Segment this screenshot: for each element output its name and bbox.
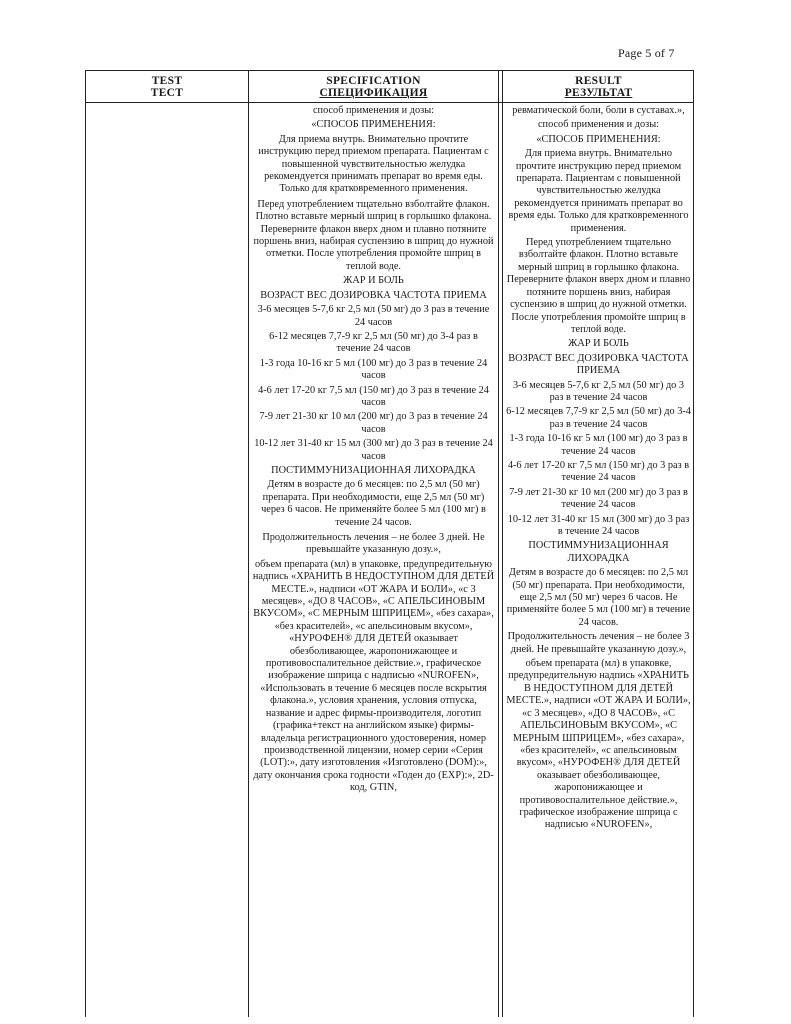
spec-paragraph: Продолжительность лечения – не более 3 дней. Не превышайте указанную дозу.»,: [262, 532, 485, 556]
spec-dosage-row: 4-6 лет 17-20 кг 7,5 мл (150 мг) до 3 раз в течение 24 часов: [258, 384, 489, 408]
result-paragraph: объем препарата (мл) в упаковке, предупредительную надпись «ХРАНИТЬ В НЕДОСТУПНОМ ДЛЯ ДЕТЕЙ МЕСТЕ.», надписи «ОТ ЖАРА И БОЛИ», «с 3 месяцев», «ДО 8 ЧАСОВ», «С АПЕЛЬСИНОВЫМ ВКУСОМ», «С МЕРНЫМ ШПРИЦЕМ», «без сахара», «без красителей», «с апельсиновым вкусом», «НУРОФЕН® ДЛЯ ДЕТЕЙ оказывает обезболивающее, жаропонижающее и противовоспалительное действие.», графическое изображение шприца с надписью «NUROFEN»,: [506, 658, 691, 831]
result-heading: ЖАР И БОЛЬ: [568, 338, 629, 350]
spec-paragraph: Детям в возрасте до 6 месяцев: по 2,5 мл (50 мг) препарата. При необходимости, еще 2,5 мл (50 мг) через 6 часов. Не применяйте более 5 мл (100 мг) в течение 24 часов.: [261, 479, 486, 528]
result-paragraph: способ применения и дозы:: [537, 119, 659, 131]
spec-dosage-row: 6-12 месяцев 7,7-9 кг 2,5 мл (50 мг) до 3-4 раз в течение 24 часов: [269, 330, 478, 355]
spec-dosage-row: 1-3 года 10-16 кг 5 мл (100 мг) до 3 раз в течение 24 часов: [259, 357, 488, 382]
result-dosage-header: ВОЗРАСТ ВЕС ДОЗИРОВКА ЧАСТОТА ПРИЕМА: [508, 352, 689, 377]
spec-paragraph: «СПОСОБ ПРИМЕНЕНИЯ:: [311, 119, 436, 131]
header-result-en: RESULT: [575, 75, 622, 87]
result-paragraph: Перед употреблением тщательно взболтайте флакон. Плотно вставьте мерный шприц в горлышко флакона. Переверните флакон вверх дном и плавно потяните поршень вниз, набирая суспензию в шприц до нужной отметки. После употребления промойте шприц в теплой воде.: [506, 237, 691, 335]
result-paragraph: Для приема внутрь. Внимательно прочтите инструкцию перед приемом препарата. Пациентам с повышенной чувствительностью желудка рекомендуется принимать препарат во время еды. Только для кратковременного применения.: [508, 148, 689, 234]
result-paragraph: Продолжительность лечения – не более 3 дней. Не превышайте указанную дозу.»,: [507, 631, 690, 655]
spec-paragraph: Перед употреблением тщательно взболтайте флакон. Плотно вставьте мерный шприц в горлышко флакона. Переверните флакон вверх дном и плавно потяните поршень вниз, набирая суспензию в шприц до нужной отметки. После употребления промойте шприц в теплой воде.: [253, 198, 494, 272]
spec-dosage-row: 3-6 месяцев 5-7,6 кг 2,5 мл (50 мг) до 3 раз в течение 24 часов: [257, 304, 490, 328]
spec-dosage-row: 10-12 лет 31-40 кг 15 мл (300 мг) до 3 раз в течение 24 часов: [254, 438, 493, 462]
header-specification: [249, 75, 498, 99]
spec-paragraph: объем препарата (мл) в упаковке, предупредительную надпись «ХРАНИТЬ В НЕДОСТУПНОМ ДЛЯ ДЕТЕЙ МЕСТЕ.», надписи «ОТ ЖАРА И БОЛИ», «с 3 месяцев», «ДО 8 ЧАСОВ», «С АПЕЛЬСИНОВЫМ ВКУСОМ», «С МЕРНЫМ ШПРИЦЕМ», «без сахара», «без красителей», «с апельсиновым вкусом», «НУРОФЕН® ДЛЯ ДЕТЕЙ оказывает обезболивающее, жаропонижающее и противовоспалительное действие.», графическое изображение шприца с надписью «NUROFEN», «Использовать в течение 6 месяцев после вскрытия флакона.», условия хранения, условия отпуска, название и адрес фирмы-производителя, логотип (графика+текст на английском языке) фирмы-владельца регистрационного удостоверения, номер производственной лицензии, номер серии «Серия (LOT):», дату изготовления «Изготовлено (DOM):», дату окончания срока годности «Годен до (EXP):», 2D-код, GTIN,: [252, 558, 495, 794]
result-dosage-row: 7-9 лет 21-30 кг 10 мл (200 мг) до 3 раз в течение 24 часов: [509, 486, 688, 511]
result-paragraph: Детям в возрасте до 6 месяцев: по 2,5 мл (50 мг) препарата. При необходимости, еще 2,5 мл (50 мг) через 6 часов. Не применяйте более 5 мл (100 мг) в течение 24 часов.: [506, 567, 691, 628]
header-result: [503, 75, 694, 99]
result-paragraph: ревматической боли, боли в суставах.»,: [512, 105, 685, 116]
result-dosage-row: 10-12 лет 31-40 кг 15 мл (300 мг) до 3 раз в течение 24 часов: [507, 513, 690, 537]
result-paragraph: «СПОСОБ ПРИМЕНЕНИЯ:: [536, 133, 661, 145]
column-divider: [248, 71, 249, 1017]
spec-heading: ПОСТИММУНИЗАЦИОННАЯ ЛИХОРАДКА: [271, 464, 476, 476]
spec-dosage-header: ВОЗРАСТ ВЕС ДОЗИРОВКА ЧАСТОТА ПРИЕМА: [260, 289, 487, 301]
result-dosage-row: 1-3 года 10-16 кг 5 мл (100 мг) до 3 раз в течение 24 часов: [509, 433, 688, 457]
spec-table: [85, 70, 694, 1017]
page-number: Page 5 of 7: [618, 46, 675, 60]
result-dosage-row: 6-12 месяцев 7,7-9 кг 2,5 мл (50 мг) до 3-4 раз в течение 24 часов: [506, 406, 691, 430]
specification-column: [252, 105, 495, 1017]
header-test-en: TEST: [151, 75, 183, 87]
spec-dosage-row: 7-9 лет 21-30 кг 10 мл (200 мг) до 3 раз в течение 24 часов: [259, 411, 488, 435]
result-column: [505, 105, 692, 1017]
header-result-ru: РЕЗУЛЬТАТ: [564, 87, 633, 99]
spec-heading: ЖАР И БОЛЬ: [343, 275, 404, 287]
spec-paragraph: способ применения и дозы:: [312, 105, 434, 116]
column-divider: [498, 71, 499, 1017]
result-dosage-row: 3-6 месяцев 5-7,6 кг 2,5 мл (50 мг) до 3 раз в течение 24 часов: [512, 379, 685, 403]
header-test: [86, 75, 248, 99]
header-test-ru: ТЕСТ: [150, 87, 184, 99]
result-heading: ПОСТИММУНИЗАЦИОННАЯ ЛИХОРАДКА: [528, 540, 669, 564]
header-spec-ru: СПЕЦИФИКАЦИЯ: [319, 87, 428, 99]
column-divider: [502, 71, 503, 1017]
header-rule: [86, 102, 693, 103]
header-spec-en: SPECIFICATION: [326, 75, 421, 87]
spec-paragraph: Для приема внутрь. Внимательно прочтите инструкцию перед приемом препарата. Пациентам с повышенной чувствительностью желудка рекомендуется принимать препарат во время еды. Только для кратковременного применения.: [258, 133, 489, 195]
result-dosage-row: 4-6 лет 17-20 кг 7,5 мл (150 мг) до 3 раз в течение 24 часов: [507, 459, 690, 484]
